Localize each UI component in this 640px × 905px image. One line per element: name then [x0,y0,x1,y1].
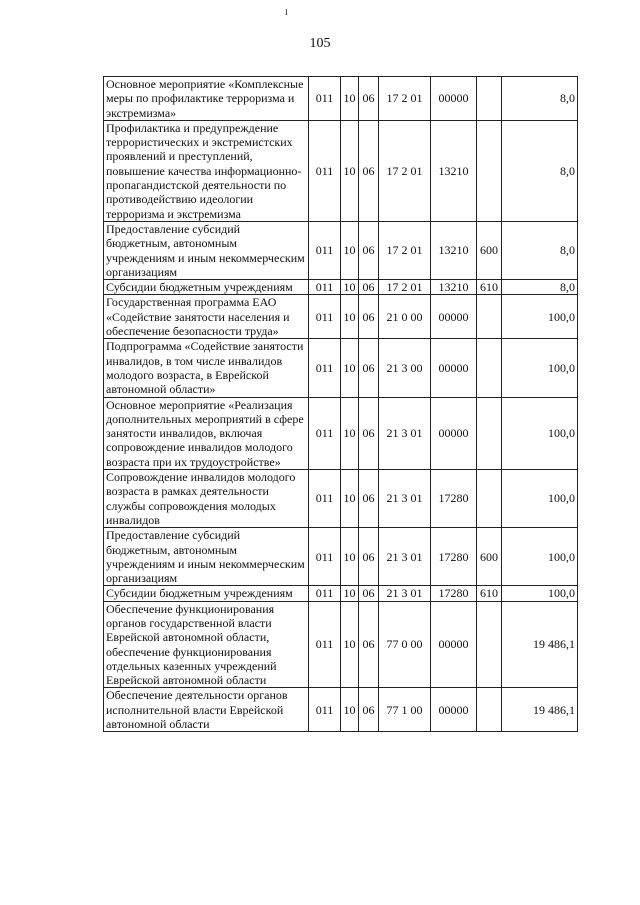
row-direction-code: 17280 [431,586,477,601]
row-grbs: 011 [309,295,341,339]
row-grbs: 011 [309,601,341,688]
row-grbs: 011 [309,528,341,586]
row-direction-code: 00000 [431,688,477,732]
table-row [104,295,578,339]
row-grbs: 011 [309,688,341,732]
row-direction-code: 00000 [431,295,477,339]
row-name: Подпрограмма «Содействие занятости инвалидов, в том числе инвалидов молодого возраста, в Еврейской автономной области» [104,339,309,397]
row-expense-type: 600 [477,528,502,586]
row-expense-type [477,470,502,528]
row-section: 10 [341,688,359,732]
table-row [104,528,578,586]
row-subsection: 06 [359,688,379,732]
row-amount: 100,0 [502,295,578,339]
row-name: Субсидии бюджетным учреждениям [104,586,309,601]
row-grbs: 011 [309,120,341,221]
row-subsection: 06 [359,295,379,339]
row-amount: 8,0 [502,280,578,295]
row-grbs: 011 [309,221,341,279]
row-program-code: 21 3 01 [379,470,431,528]
row-name: Обеспечение функционирования органов государственной власти Еврейской автономной области, обеспечение функционирования отдельных казенных учреждений Еврейской автономной области [104,601,309,688]
row-program-code: 21 3 01 [379,397,431,469]
row-amount: 19 486,1 [502,688,578,732]
row-program-code: 21 3 00 [379,339,431,397]
row-subsection: 06 [359,120,379,221]
row-expense-type: 600 [477,221,502,279]
row-expense-type: 610 [477,586,502,601]
budget-table [103,76,578,732]
row-name: Предоставление субсидий бюджетным, автономным учреждениям и иным некоммерческим организациям [104,221,309,279]
row-name: Обеспечение деятельности органов исполнительной власти Еврейской автономной области [104,688,309,732]
table-row [104,280,578,295]
row-expense-type [477,339,502,397]
row-section: 10 [341,339,359,397]
row-amount: 100,0 [502,470,578,528]
row-direction-code: 00000 [431,77,477,121]
row-name: Профилактика и предупреждение террористических и экстремистских проявлений и преступлений, повышение качества информационно-пропагандистской деятельности по противодействию идеологии терроризма и экстремизма [104,120,309,221]
row-subsection: 06 [359,601,379,688]
row-expense-type [477,688,502,732]
row-amount: 8,0 [502,77,578,121]
row-grbs: 011 [309,280,341,295]
budget-table-body [104,77,578,732]
row-section: 10 [341,280,359,295]
row-direction-code: 17280 [431,470,477,528]
row-direction-code: 00000 [431,339,477,397]
row-subsection: 06 [359,77,379,121]
row-grbs: 011 [309,470,341,528]
row-program-code: 17 2 01 [379,77,431,121]
row-section: 10 [341,586,359,601]
row-expense-type [477,601,502,688]
row-direction-code: 13210 [431,120,477,221]
row-subsection: 06 [359,397,379,469]
row-program-code: 17 2 01 [379,280,431,295]
row-grbs: 011 [309,586,341,601]
row-amount: 8,0 [502,120,578,221]
table-row [104,221,578,279]
row-grbs: 011 [309,397,341,469]
row-program-code: 21 0 00 [379,295,431,339]
row-program-code: 77 1 00 [379,688,431,732]
row-expense-type: 610 [477,280,502,295]
row-subsection: 06 [359,280,379,295]
row-name: Государственная программа ЕАО «Содействие занятости населения и обеспечение безопасности труда» [104,295,309,339]
row-grbs: 011 [309,77,341,121]
scan-mark: I [285,8,288,17]
row-section: 10 [341,120,359,221]
row-amount: 100,0 [502,586,578,601]
row-subsection: 06 [359,528,379,586]
row-name: Сопровождение инвалидов молодого возраста в рамках деятельности службы сопровождения молодых инвалидов [104,470,309,528]
page-number: 105 [309,36,331,51]
table-row [104,601,578,688]
row-amount: 19 486,1 [502,601,578,688]
row-program-code: 17 2 01 [379,221,431,279]
row-expense-type [477,120,502,221]
row-section: 10 [341,528,359,586]
row-section: 10 [341,221,359,279]
row-name: Предоставление субсидий бюджетным, автономным учреждениям и иным некоммерческим организациям [104,528,309,586]
row-expense-type [477,77,502,121]
row-subsection: 06 [359,470,379,528]
row-program-code: 21 3 01 [379,528,431,586]
row-section: 10 [341,295,359,339]
row-program-code: 77 0 00 [379,601,431,688]
table-row [104,470,578,528]
row-direction-code: 13210 [431,280,477,295]
row-name: Основное мероприятие «Комплексные меры по профилактике терроризма и экстремизма» [104,77,309,121]
row-expense-type [477,295,502,339]
row-subsection: 06 [359,221,379,279]
row-section: 10 [341,601,359,688]
table-row [104,397,578,469]
row-direction-code: 17280 [431,528,477,586]
table-row [104,586,578,601]
row-subsection: 06 [359,586,379,601]
row-amount: 100,0 [502,339,578,397]
row-section: 10 [341,77,359,121]
row-direction-code: 00000 [431,601,477,688]
row-expense-type [477,397,502,469]
row-section: 10 [341,397,359,469]
row-direction-code: 13210 [431,221,477,279]
row-name: Основное мероприятие «Реализация дополнительных мероприятий в сфере занятости инвалидов, включая сопровождение инвалидов молодого возраста при их трудоустройстве» [104,397,309,469]
row-amount: 100,0 [502,397,578,469]
row-amount: 8,0 [502,221,578,279]
row-program-code: 17 2 01 [379,120,431,221]
table-row [104,339,578,397]
row-direction-code: 00000 [431,397,477,469]
table-row [104,120,578,221]
row-section: 10 [341,470,359,528]
row-grbs: 011 [309,339,341,397]
row-subsection: 06 [359,339,379,397]
table-row [104,688,578,732]
row-name: Субсидии бюджетным учреждениям [104,280,309,295]
row-program-code: 21 3 01 [379,586,431,601]
table-row [104,77,578,121]
row-amount: 100,0 [502,528,578,586]
